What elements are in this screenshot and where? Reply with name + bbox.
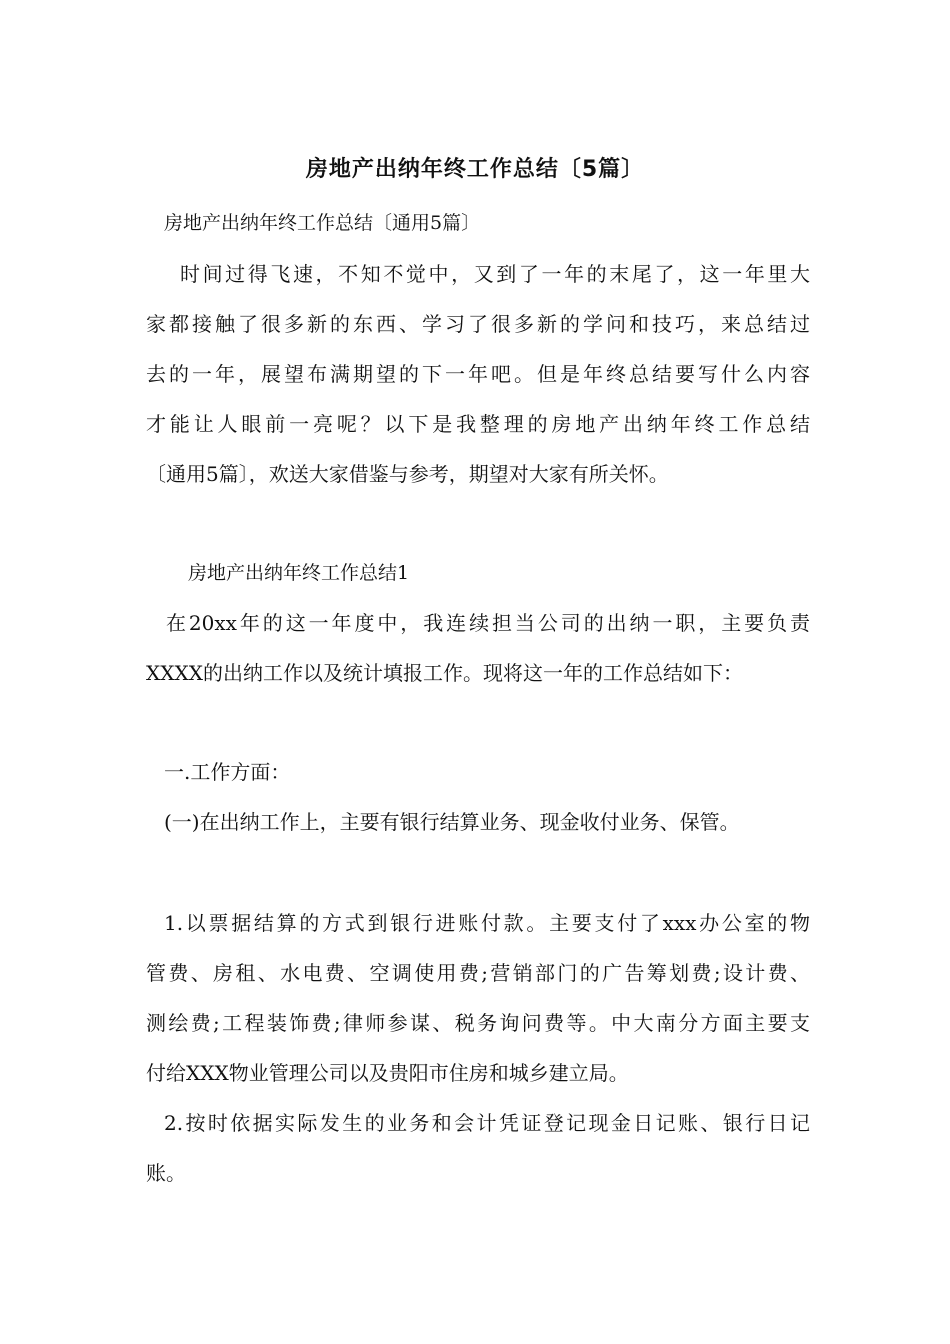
part1-subheading: (一)在出纳工作上，主要有银行结算业务、现金收付业务、保管。 bbox=[164, 810, 740, 834]
intro-line-2: 家都接触了很多新的东西、学习了很多新的学问和技巧，来总结过 bbox=[146, 312, 810, 336]
section1-para-line-2: XXXX的出纳工作以及统计填报工作。现将这一年的工作总结如下： bbox=[146, 661, 743, 685]
item1-line-3: 测绘费;工程装饰费;律师参谋、税务询问费等。中大南分方面主要支 bbox=[146, 1011, 810, 1035]
item1-line-4: 付给XXX物业管理公司以及贵阳市住房和城乡建立局。 bbox=[146, 1061, 629, 1085]
document-subtitle: 房地产出纳年终工作总结〔通用5篇〕 bbox=[164, 212, 481, 234]
item1-line-2: 管费、房租、水电费、空调使用费;营销部门的广告筹划费;设计费、 bbox=[146, 961, 810, 985]
section1-para-line-1: 在20xx年的这一年度中，我连续担当公司的出纳一职，主要负责 bbox=[166, 611, 810, 635]
part1-heading: 一.工作方面： bbox=[164, 760, 291, 784]
intro-line-4: 才能让人眼前一亮呢？以下是我整理的房地产出纳年终工作总结 bbox=[146, 412, 810, 436]
item1-line-1: 1.以票据结算的方式到银行进账付款。主要支付了xxx办公室的物 bbox=[164, 911, 810, 935]
item2-line-2: 账。 bbox=[146, 1161, 186, 1185]
item2-line-1: 2.按时依据实际发生的业务和会计凭证登记现金日记账、银行日记 bbox=[164, 1111, 810, 1135]
intro-line-5: 〔通用5篇〕，欢送大家借鉴与参考，期望对大家有所关怀。 bbox=[146, 462, 669, 486]
section1-heading: 房地产出纳年终工作总结1 bbox=[188, 562, 410, 584]
intro-line-1: 时间过得飞速，不知不觉中，又到了一年的末尾了，这一年里大 bbox=[180, 262, 810, 286]
document-title: 房地产出纳年终工作总结〔5篇〕 bbox=[305, 157, 645, 182]
intro-line-3: 去的一年，展望布满期望的下一年吧。但是年终总结要写什么内容 bbox=[146, 362, 810, 386]
